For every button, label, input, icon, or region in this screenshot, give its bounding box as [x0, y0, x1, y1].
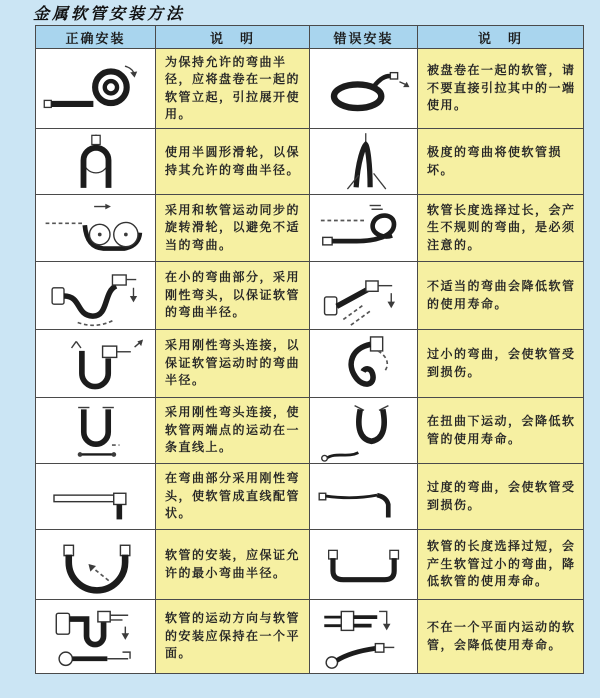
correct-image-cell: [36, 129, 156, 195]
wrong-description: 不在一个平面内运动的软管，会降低使用寿命。: [418, 600, 584, 674]
wrong-image-cell: [310, 398, 418, 464]
wrong-image-cell: [310, 49, 418, 129]
correct-description: 软管的运动方向与软管的安装应保持在一个平面。: [156, 600, 310, 674]
hose-extreme-sharp-bend-icon: [316, 131, 412, 193]
correct-image-cell: [36, 464, 156, 530]
rigid-elbow-straight-line-motion-u-icon: [44, 400, 148, 462]
wrong-description: 在扭曲下运动，会降低软管的使用寿命。: [418, 398, 584, 464]
correct-description: 采用和软管运动同步的旋转滑轮，以避免不适当的弯曲。: [156, 195, 310, 262]
table-row: [36, 398, 584, 464]
coiled-hose-pulled-from-one-end-icon: [314, 57, 414, 121]
wrong-image-cell: [310, 129, 418, 195]
wrong-description: 软管的长度选择过短，会产生软管过小的弯曲，降低软管的使用寿命。: [418, 530, 584, 600]
correct-description: 采用刚性弯头连接，使软管两端点的运动在一条直线上。: [156, 398, 310, 464]
wrong-image-cell: [310, 195, 418, 262]
wrong-description: 过度的弯曲，会使软管受到损伤。: [418, 464, 584, 530]
correct-description: 软管的安装，应保证允许的最小弯曲半径。: [156, 530, 310, 600]
rigid-elbow-straight-pipe-run-icon: [42, 469, 150, 525]
wrong-description: 过小的弯曲，会使软管受到损伤。: [418, 330, 584, 398]
table-header-row: [36, 26, 584, 49]
rigid-elbow-at-small-bend-icon: [41, 264, 151, 328]
table-row: [36, 464, 584, 530]
header-correct-description: 说 明: [156, 26, 310, 49]
hose-motion-in-single-plane-trap-icon: [41, 602, 151, 672]
correct-image-cell: [36, 530, 156, 600]
table-row: [36, 49, 584, 129]
hose-with-synchronized-rotating-pulleys-icon: [40, 197, 152, 259]
wrong-image-cell: [310, 330, 418, 398]
hose-moving-under-twist-u-icon: [316, 400, 412, 462]
rigid-elbow-connection-u-bend-icon: [44, 332, 148, 396]
hose-over-semicircular-pulley-icon: [46, 131, 146, 193]
correct-description: 在弯曲部分采用刚性弯头，使软管成直线配管状。: [156, 464, 310, 530]
correct-description: 采用刚性弯头连接，以保证软管运动时的弯曲半径。: [156, 330, 310, 398]
hose-overbent-at-end-icon: [316, 469, 412, 525]
table-row: [36, 330, 584, 398]
page-title: 金属软管安装方法: [33, 4, 186, 23]
table-row: [36, 600, 584, 674]
hose-motion-out-of-plane-icon: [316, 602, 412, 672]
wrong-description: 极度的弯曲将使软管损坏。: [418, 129, 584, 195]
correct-image-cell: [36, 330, 156, 398]
correct-image-cell: [36, 262, 156, 330]
table-row: [36, 262, 584, 330]
installation-methods-table: [35, 25, 584, 674]
wrong-image-cell: [310, 464, 418, 530]
table-row: [36, 129, 584, 195]
correct-image-cell: [36, 398, 156, 464]
hose-too-short-tight-corner-bends-icon: [314, 536, 414, 594]
header-wrong-description: 说 明: [418, 26, 584, 49]
correct-image-cell: [36, 49, 156, 129]
wrong-image-cell: [310, 600, 418, 674]
wrong-image-cell: [310, 530, 418, 600]
improper-bend-at-fitting-icon: [316, 265, 412, 327]
table-row: [36, 195, 584, 262]
correct-description: 在小的弯曲部分，采用刚性弯头，以保证软管的弯曲半径。: [156, 262, 310, 330]
wrong-description: 被盘卷在一起的软管，请不要直接引拉其中的一端使用。: [418, 49, 584, 129]
header-correct-installation: 正确安装: [36, 26, 156, 49]
header-wrong-installation: 错误安装: [310, 26, 418, 49]
table-row: [36, 530, 584, 600]
wrong-description: 软管长度选择过长，会产生不规则的弯曲，是必须注意的。: [418, 195, 584, 262]
coiled-hose-standing-unrolled-icon: [39, 55, 153, 123]
minimum-bend-radius-u-icon: [41, 534, 151, 596]
hose-too-long-irregular-bend-icon: [314, 198, 414, 258]
correct-description: 使用半圆形滑轮，以保持其允许的弯曲半径。: [156, 129, 310, 195]
wrong-description: 不适当的弯曲会降低软管的使用寿命。: [418, 262, 584, 330]
hose-too-small-bend-hook-icon: [322, 332, 406, 396]
correct-description: 为保持允许的弯曲半径，应将盘卷在一起的软管立起，引拉展开使用。: [156, 49, 310, 129]
correct-image-cell: [36, 195, 156, 262]
wrong-image-cell: [310, 262, 418, 330]
correct-image-cell: [36, 600, 156, 674]
